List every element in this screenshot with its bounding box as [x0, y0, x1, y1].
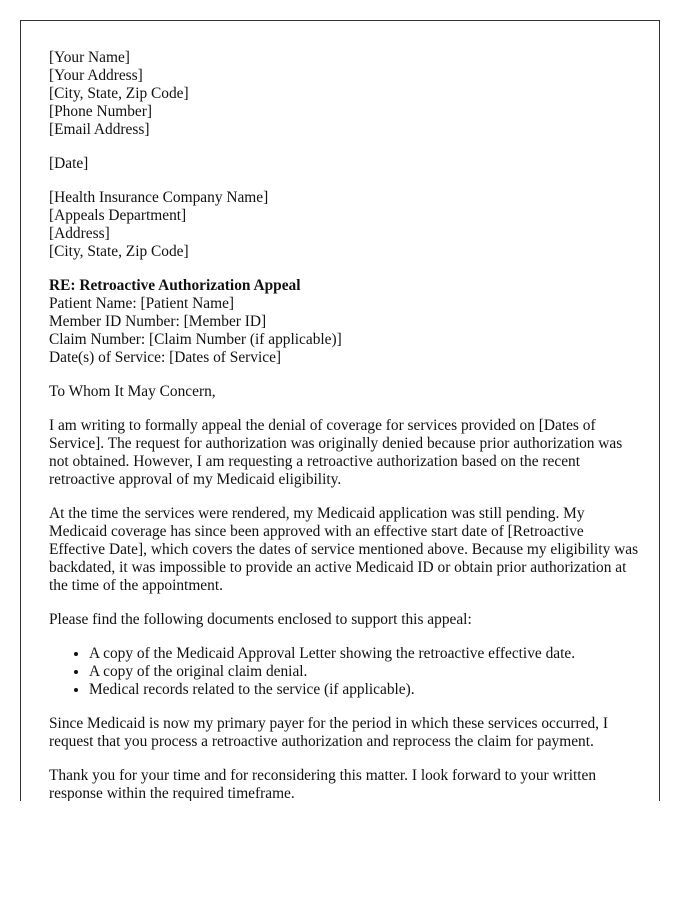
letter-date: [Date] [49, 155, 89, 172]
re-member-id: Member ID Number: [Member ID] [49, 313, 267, 330]
list-item: • Medical records related to the service (if applicable). [89, 681, 639, 699]
re-title: RE: Retroactive Authorization Appeal [49, 277, 301, 294]
letter-content [49, 49, 639, 801]
recipient-company: [Health Insurance Company Name] [49, 189, 269, 206]
paragraph-thanks: Thank you for your time and for reconsidering this matter. I look forward to your written response within the required timeframe. [49, 767, 597, 801]
sender-phone: [Phone Number] [49, 103, 153, 120]
salutation: To Whom It May Concern, [49, 383, 216, 400]
sender-city-state-zip: [City, State, Zip Code] [49, 85, 189, 102]
list-item: • A copy of the Medicaid Approval Letter showing the retroactive effective date. [89, 645, 639, 663]
re-claim-number: Claim Number: [Claim Number (if applicable)] [49, 331, 342, 348]
paragraph-request: Since Medicaid is now my primary payer for the period in which these services occurred, I request that you process a retroactive authorization and reprocess the claim for payment. [49, 715, 609, 750]
sender-email: [Email Address] [49, 121, 150, 138]
enclosures-list [49, 645, 639, 699]
sender-address: [Your Address] [49, 67, 143, 84]
recipient-block [49, 189, 639, 261]
list-item: • A copy of the original claim denial. [89, 663, 639, 681]
sender-block [49, 49, 639, 139]
re-block [49, 277, 639, 367]
re-patient-name: Patient Name: [Patient Name] [49, 295, 235, 312]
recipient-department: [Appeals Department] [49, 207, 187, 224]
paragraph-appeal-intro: I am writing to formally appeal the denial of coverage for services provided on [Dates of Service]. The request for authorization was originally denied because prior authorization was not obtained. However, I am requesting a retroactive authorization based on the recent retroactive approval of my Medicaid eligibility. [49, 417, 623, 488]
paragraph-enclosures-intro: Please find the following documents enclosed to support this appeal: [49, 611, 472, 628]
re-dates-of-service: Date(s) of Service: [Dates of Service] [49, 349, 282, 366]
recipient-city-state-zip: [City, State, Zip Code] [49, 243, 189, 260]
sender-name: [Your Name] [49, 49, 130, 66]
recipient-address: [Address] [49, 225, 110, 242]
paragraph-background: At the time the services were rendered, my Medicaid application was still pending. My Medicaid coverage has since been approved with an effective start date of [Retroactive Effective Date], which covers the dates of service mentioned above. Because my eligibility was backdated, it was impossible to provide an active Medicaid ID or obtain prior authorization at the time of the appointment. [49, 505, 639, 594]
date-block [49, 155, 639, 173]
letter-page [20, 20, 660, 801]
